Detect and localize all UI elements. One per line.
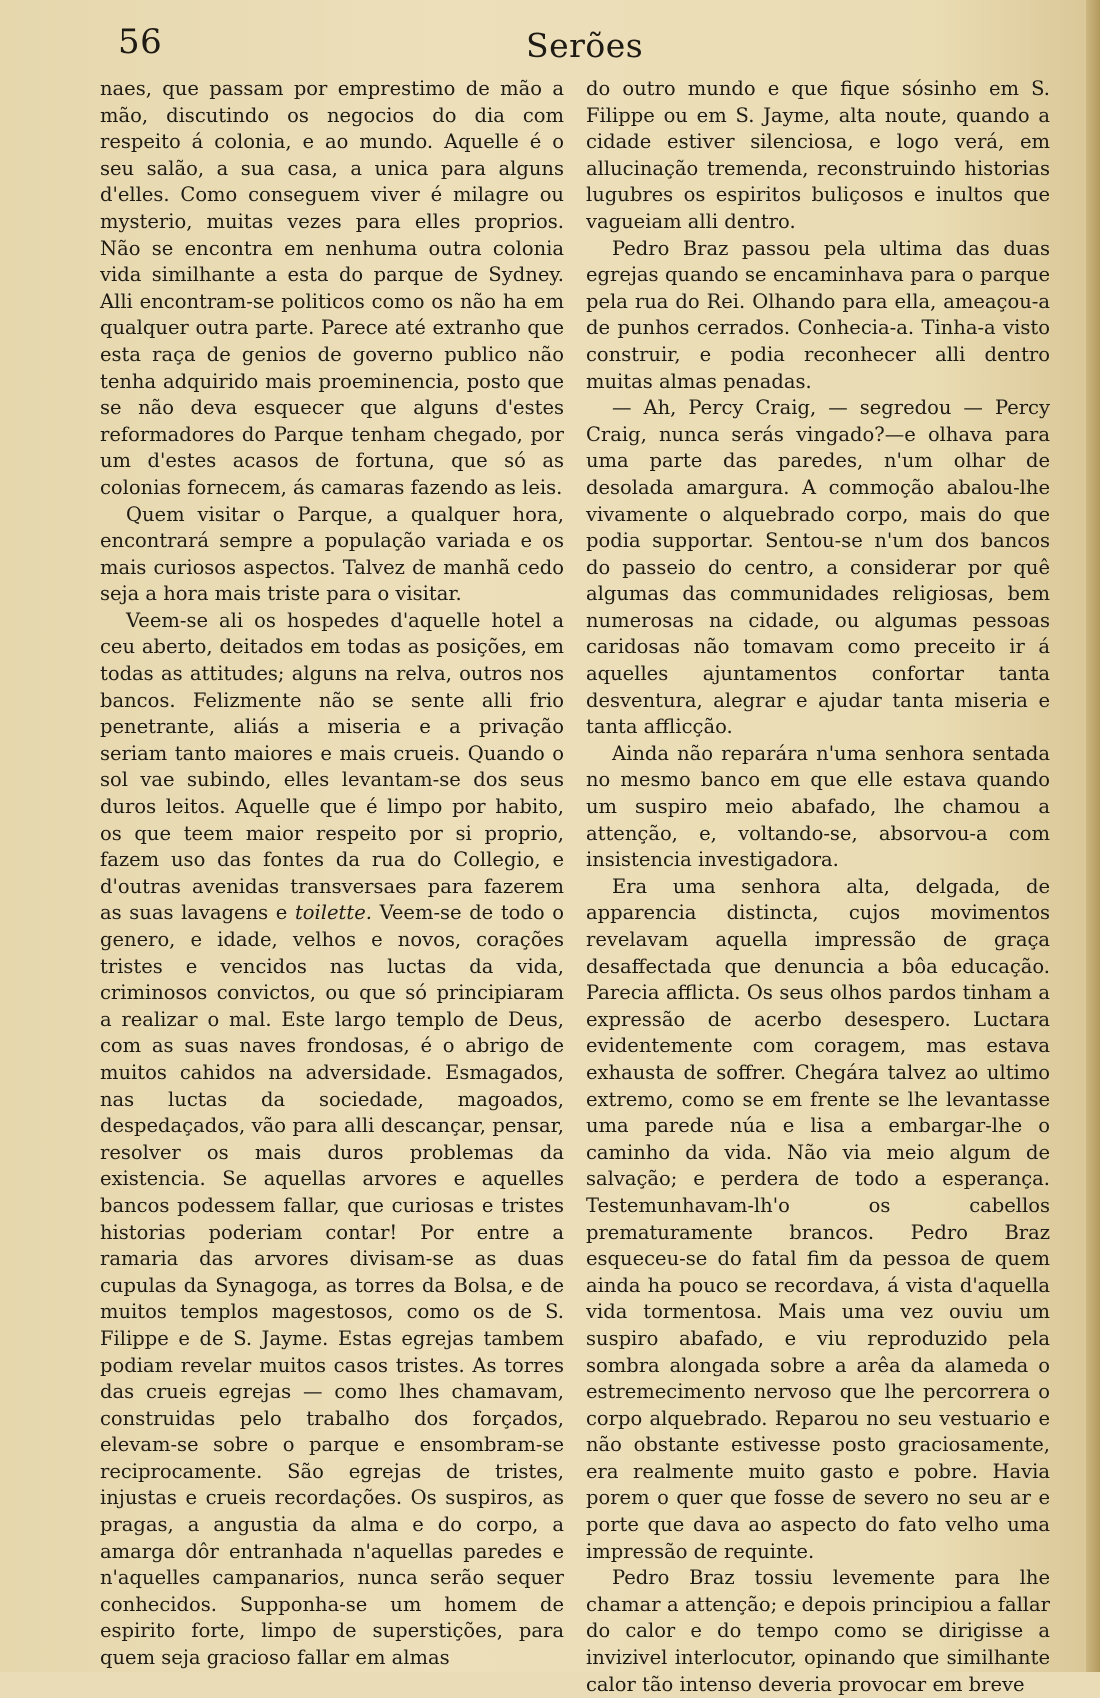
page-number: 56 (118, 22, 163, 62)
paragraph-text: Veem-se ali os hospedes d'aquelle hotel a ceu aberto, deitados em todas as posições, em todas as attitudes; alguns na relva, outros nos bancos. Felizmente não se sente alli frio penetrante, aliás a miseria e a privação seriam tanto maiores e mais crueis. Quando o sol vae subindo, elles levantam-se dos seus duros leitos. Aquelle que é limpo por habito, os que teem maior respeito por si proprio, fazem uso das fontes da rua do Collegio, e d'outras avenidas transversaes para fazerem as suas lavagens e (100, 608, 564, 925)
paragraph: Ainda não reparára n'uma senhora sentada no mesmo banco em que elle estava quando um suspiro meio abafado, lhe chamou a attenção, e, voltando-se, absorvou-a com insistencia investigadora. (586, 741, 1050, 872)
running-title: Serões (526, 26, 644, 65)
right-column (586, 76, 1050, 1698)
paragraph: Era uma senhora alta, delgada, de apparencia distincta, cujos movimentos revelavam aquella impressão de graça desaffectada que denuncia a bôa educação. Parecia afflicta. Os seus olhos pardos tinham a expressão de acerbo desespero. Luctara evidentemente com coragem, mas estava exhausta de soffrer. Chegára talvez ao ultimo extremo, como se em frente se lhe levantasse uma parede núa e lisa a embargar-lhe o caminho da vida. Não via meio algum de salvação; e perdera de todo a esperança. Testemunhavam-lh'o os cabellos prematuramente brancos. Pedro Braz esqueceu-se do fatal fim da pessoa de quem ainda ha pouco se recordava, á vista d'aquella vida tormentosa. Mais uma vez ouviu um suspiro abafado, e viu reproduzido pela sombra alongada sobre a arêa da alameda o estremecimento nervoso que lhe percorrera o corpo alquebrado. Reparou no seu vestuario e não obstante estivesse posto graciosamente, era realmente muito gasto e pobre. Havia porem o quer que fosse de severo no seu ar e porte que dava ao aspecto do fato velho uma impressão de requinte. (586, 874, 1050, 1563)
paragraph: Quem visitar o Parque, a qualquer hora, encontrará sempre a população variada e os mais curiosos aspectos. Talvez de manhã cedo seja a hora mais triste para o visitar. (100, 502, 564, 606)
paragraph (100, 608, 564, 1672)
paragraph-text: Veem-se de todo o genero, e idade, velhos e novos, corações tristes e vencidos nas luctas da vida, criminosos convictos, ou que só principiaram a realizar o mal. Este largo templo de Deus, com as suas naves frondosas, é o abrigo de muitos cahidos na adversidade. Esmagados, nas luctas da sociedade, magoados, despedaçados, vão para alli descançar, pensar, resolver os mais duros problemas da existencia. Se aquellas arvores e aquelles bancos podessem fallar, que curiosas e tristes historias poderiam contar! Por entre a ramaria das arvores divisam-se as duas cupulas da Synagoga, as torres da Bolsa, e de muitos templos magestosos, como os de S. Filippe e de S. Jayme. Estas egrejas tambem podiam revelar muitos casos tristes. As torres das crueis egrejas — como lhes chamavam, construidas pelo trabalho dos forçados, elevam-se sobre o parque e ensombram-se reciprocamente. São egrejas de tristes, injustas e crueis recordações. Os suspiros, as pragas, a angustia da alma e do corpo, a amarga dôr entranhada n'aquellas paredes e n'aquelles campanarios, nunca serão sequer conhecidos. Supponha-se um homem de espirito forte, limpo de superstições, para quem seja gracioso fallar em almas (100, 901, 565, 1670)
paragraph: Pedro Braz tossiu levemente para lhe chamar a attenção; e depois principiou a fallar do calor e do tempo como se dirigisse a invizivel interlocutor, opinando que similhante calor tão intenso deveria provocar em breve (586, 1566, 1050, 1696)
paragraph: Pedro Braz passou pela ultima das duas egrejas quando se encaminhava para o parque pela rua do Rei. Olhando para ella, ameaçou-a de punhos cerrados. Conhecia-a. Tinha-a visto construir, e podia reconhecer alli dentro muitas almas penadas. (586, 236, 1050, 393)
paragraph: do outro mundo e que fique sósinho em S. Filippe ou em S. Jayme, alta noute, quando a cidade estiver silenciosa, e logo verá, em allucinação tremenda, reconstruindo historias lugubres os espiritos buliçosos e inultos que vagueiam alli dentro. (586, 77, 1050, 233)
left-column (100, 76, 564, 1672)
italic-word: toilette. (294, 901, 372, 925)
paragraph: naes, que passam por emprestimo de mão a mão, discutindo os negocios do dia com respeito á colonia, e ao mundo. Aquelle é o seu salão, a sua casa, a unica para alguns d'elles. Como conseguem viver é milagre ou mysterio, muitas vezes para elles proprios. Não se encontra em nenhuma outra colonia vida similhante a esta do parque de Sydney. Alli encontram-se politicos como os não ha em qualquer outra parte. Parece até extranho que esta raça de genios de governo publico não tenha adquirido mais proeminencia, posto que se não deva esquecer que alguns d'estes reformadores do Parque tenham chegado, por um d'estes acasos de fortuna, que só as colonias fornecem, ás camaras fazendo as leis. (100, 77, 564, 499)
paragraph: — Ah, Percy Craig, — segredou — Percy Craig, nunca serás vingado?—e olhava para uma parte das paredes, n'um olhar de desolada amargura. A commoção abalou-lhe vivamente o alquebrado corpo, mais do que podia supportar. Sentou-se n'um dos bancos do passeio do centro, a considerar por quê algumas das communidades religiosas, bem numerosas na cidade, ou algumas pessoas caridosas não tomavam como preceito ir á aquelles ajuntamentos confortar tanta desventura, alegrar e ajudar tanta miseria e tanta afflicção. (586, 396, 1050, 739)
page-edge (1086, 0, 1100, 1672)
